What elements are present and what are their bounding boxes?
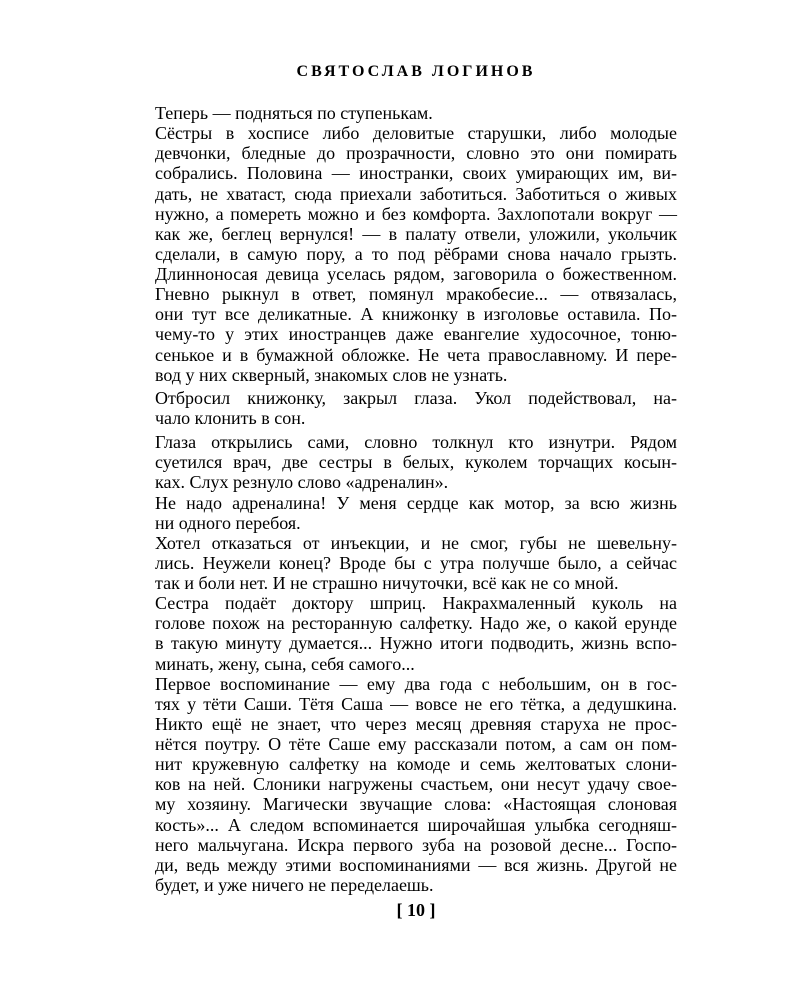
text-line: голове похож на ресторанную салфетку. Надо же, о какой ерунде (155, 613, 677, 633)
text-line: нужно, а помереть можно и без комфорта. Захлопотали вокруг — (155, 204, 677, 224)
running-head: СВЯТОСЛАВ ЛОГИНОВ (296, 63, 536, 80)
text-line: чало клонить в сон. (155, 408, 306, 428)
text-line: в такую минуту думается... Нужно итоги подводить, жизнь вспо- (155, 633, 677, 653)
text-line: Сестра подаёт доктору шприц. Накрахмаленный куколь на (155, 593, 677, 613)
text-line: вод у них скверный, знакомых слов не узнать. (155, 365, 508, 385)
text-line: девчонки, бледные до прозрачности, словно это они помирать (155, 143, 677, 163)
text-line: ди, ведь между этими воспоминаниями — вся жизнь. Другой не (155, 855, 677, 875)
text-line: Никто ещё не знает, что через месяц древняя старуха не прос- (155, 714, 677, 734)
text-line: сенькое и в бумажной обложке. Не чета православному. И пере- (155, 345, 677, 365)
text-line: будет, и уже ничего не переделаешь. (155, 875, 434, 895)
text-line: дать, не хватаст, сюда приехали заботиться. Заботиться о живых (155, 184, 677, 204)
text-line: Гневно рыкнул в ответ, помянул мракобесие... — отвязалась, (155, 284, 677, 304)
page-number: [ 10 ] (396, 900, 436, 920)
text-line: Длинноносая девица уселась рядом, заговорила о божественном. (155, 264, 677, 284)
text-line: ках. Слух резнуло слово «адреналин». (155, 472, 449, 492)
text-line: они тут все деликатные. А книжонку в изголовье оставила. По- (155, 304, 677, 324)
text-line: му хозяину. Магически звучащие слова: «Настоящая слоновая (155, 794, 677, 814)
text-line: сделали, в самую пору, а то под рёбрами снова начало грызть. (155, 244, 677, 264)
text-line: так и боли нет. И не страшно ничуточки, всё как не со мной. (155, 573, 619, 593)
text-line: суетился врач, две сестры в белых, куколем торчащих косын- (155, 452, 677, 472)
text-line: ков на ней. Слоники нагружены счастьем, они несут удачу свое- (155, 774, 677, 794)
text-line: лись. Неужели конец? Вроде бы с утра получше было, а сейчас (155, 553, 677, 573)
text-line: нит кружевную салфетку на комоде и семь желтоватых слони- (155, 754, 677, 774)
text-line: как же, беглец вернулся! — в палату отвели, уложили, укольчик (155, 224, 677, 244)
text-line: Глаза открылись сами, словно толкнул кто изнутри. Рядом (155, 432, 677, 452)
text-line: нётся поутру. О тёте Саше ему рассказали потом, а сам он пом- (155, 734, 677, 754)
text-line: Теперь — подняться по ступенькам. (155, 103, 433, 123)
text-line: Хотел отказаться от инъекции, и не смог, губы не шевельну- (155, 533, 677, 553)
text-line: собрались. Половина — иностранки, своих умирающих им, ви- (155, 163, 677, 183)
text-line: Отбросил книжонку, закрыл глаза. Укол подействовал, на- (155, 388, 677, 408)
text-line: Сёстры в хосписе либо деловитые старушки, либо молодые (155, 123, 677, 143)
text-line: ни одного перебоя. (155, 513, 301, 533)
text-line: него мальчугана. Искра первого зуба на розовой десне... Госпо- (155, 835, 677, 855)
text-line: чему-то у этих иностранцев даже евангелие худосочное, тоню- (155, 324, 677, 344)
text-line: кость»... А следом вспоминается широчайшая улыбка сегодняш- (155, 815, 677, 835)
text-line: тях у тёти Саши. Тётя Саша — вовсе не его тётка, а дедушкина. (155, 694, 677, 714)
text-line: Не надо адреналина! У меня сердце как мотор, за всю жизнь (155, 493, 677, 513)
text-line: минать, жену, сына, себя самого... (155, 654, 415, 674)
text-line: Первое воспоминание — ему два года с небольшим, он в гос- (155, 674, 677, 694)
